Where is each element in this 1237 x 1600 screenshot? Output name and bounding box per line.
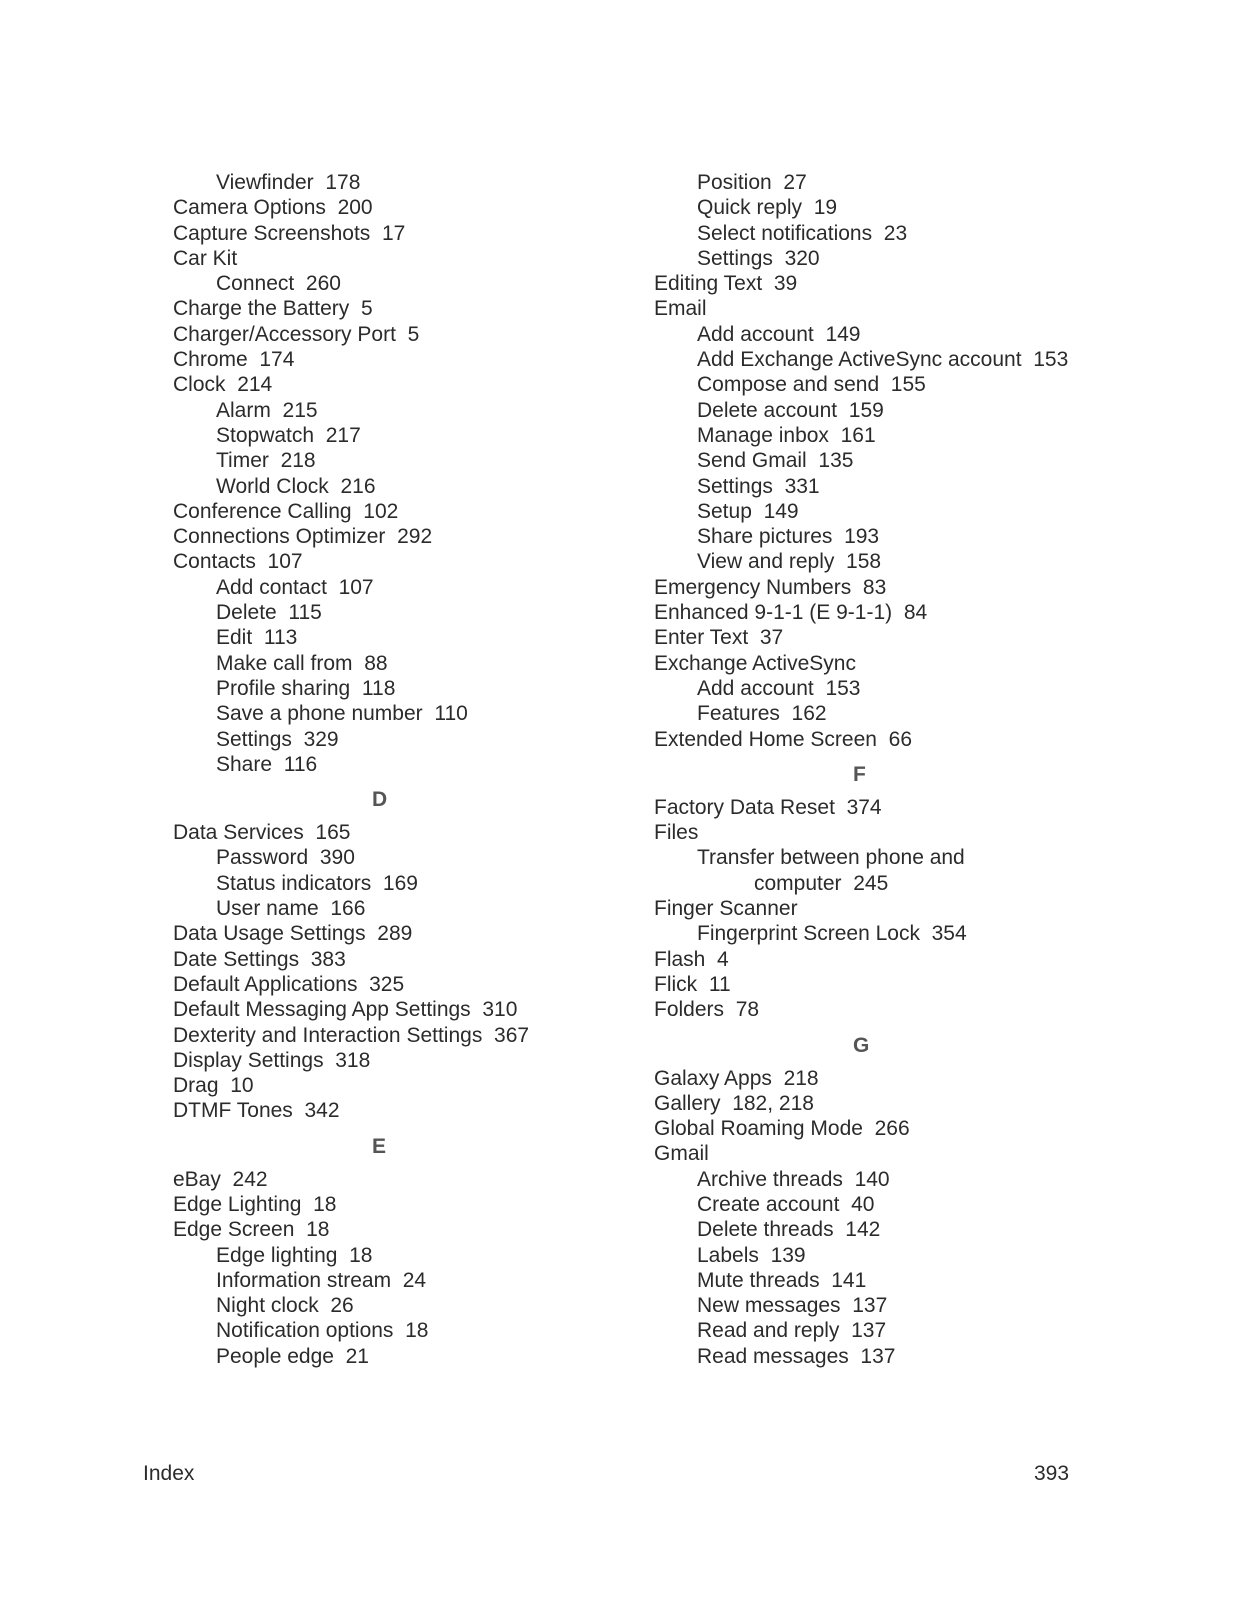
index-column-left bbox=[173, 170, 643, 1369]
index-subentry bbox=[173, 423, 643, 448]
entry-term: Connect bbox=[216, 272, 295, 296]
index-subentry bbox=[654, 499, 1134, 524]
entry-term: Labels bbox=[697, 1243, 759, 1267]
section-letter: F bbox=[853, 762, 866, 786]
entry-page-ref: 242 bbox=[232, 1167, 268, 1191]
index-entry bbox=[654, 1091, 1134, 1116]
entry-term: Add Exchange ActiveSync account bbox=[697, 348, 1022, 372]
index-entry bbox=[654, 997, 1134, 1022]
entry-term: Setup bbox=[697, 499, 752, 523]
entry-term: Add account bbox=[697, 322, 814, 346]
entry-term: Files bbox=[654, 821, 699, 845]
entry-term: Dexterity and Interaction Settings bbox=[173, 1023, 483, 1047]
index-subentry bbox=[654, 921, 1134, 946]
index-subentry bbox=[173, 625, 643, 650]
index-entry bbox=[173, 1167, 643, 1192]
entry-page-ref: 149 bbox=[825, 322, 861, 346]
entry-page-ref: 88 bbox=[364, 651, 388, 675]
entry-page-ref: 374 bbox=[846, 795, 882, 819]
entry-page-ref: 83 bbox=[862, 575, 887, 599]
index-entry bbox=[173, 972, 643, 997]
entry-page-ref: 18 bbox=[313, 1192, 337, 1216]
index-subentry bbox=[654, 1293, 1134, 1318]
index-subentry bbox=[173, 752, 643, 777]
entry-page-ref: 200 bbox=[337, 196, 373, 220]
footer-section-label: Index bbox=[143, 1462, 195, 1485]
entry-term: eBay bbox=[173, 1167, 221, 1191]
entry-term: Share pictures bbox=[697, 525, 833, 549]
entry-term: Viewfinder bbox=[216, 171, 314, 194]
index-entry bbox=[654, 271, 1134, 296]
entry-term: Status indicators bbox=[216, 871, 372, 895]
entry-page-ref: 135 bbox=[818, 449, 854, 473]
index-subentry bbox=[173, 727, 643, 752]
entry-term: Settings bbox=[697, 474, 773, 498]
entry-term: Email bbox=[654, 297, 707, 321]
entry-term: New messages bbox=[697, 1294, 841, 1318]
entry-page-ref: 383 bbox=[310, 947, 346, 971]
index-subentry bbox=[173, 845, 643, 870]
index-subentry bbox=[654, 1318, 1134, 1343]
entry-page-ref: 165 bbox=[315, 821, 351, 845]
index-subentry bbox=[173, 448, 643, 473]
index-subentry bbox=[654, 195, 1134, 220]
entry-term: Read and reply bbox=[697, 1319, 840, 1343]
index-subentry bbox=[173, 701, 643, 726]
entry-term: Contacts bbox=[173, 550, 256, 574]
entry-term: Delete bbox=[216, 601, 277, 625]
index-subentry bbox=[173, 676, 643, 701]
index-entry bbox=[173, 1048, 643, 1073]
entry-page-ref: 214 bbox=[237, 373, 273, 397]
section-letter: D bbox=[372, 788, 388, 812]
entry-term: Compose and send bbox=[697, 373, 880, 397]
entry-term: Fingerprint Screen Lock bbox=[697, 922, 920, 946]
index-entry bbox=[173, 322, 643, 347]
entry-term: Settings bbox=[697, 246, 773, 270]
index-entry bbox=[173, 997, 643, 1022]
index-subentry bbox=[173, 398, 643, 423]
entry-term: Edge lighting bbox=[216, 1243, 338, 1267]
index-subentry bbox=[173, 170, 643, 195]
entry-term: Folders bbox=[654, 998, 725, 1022]
entry-term: Charger/Accessory Port bbox=[173, 322, 396, 346]
index-entry bbox=[654, 727, 1134, 752]
entry-page-ref: 24 bbox=[402, 1268, 427, 1292]
entry-term: Finger Scanner bbox=[654, 897, 798, 921]
index-subentry bbox=[654, 871, 1134, 896]
index-subentry bbox=[654, 676, 1134, 701]
entry-term: Flash bbox=[654, 947, 706, 971]
index-entry bbox=[654, 795, 1134, 820]
entry-term: Conference Calling bbox=[173, 499, 352, 523]
index-subentry bbox=[173, 474, 643, 499]
entry-page-ref: 84 bbox=[903, 601, 928, 625]
index-entry bbox=[173, 195, 643, 220]
entry-page-ref: 107 bbox=[267, 550, 303, 574]
index-subentry bbox=[654, 423, 1134, 448]
entry-term: Mute threads bbox=[697, 1268, 820, 1292]
entry-term: Save a phone number bbox=[216, 702, 423, 726]
index-subentry bbox=[654, 1344, 1134, 1369]
index-subentry bbox=[654, 170, 1134, 195]
entry-term: Data Services bbox=[173, 821, 304, 845]
entry-page-ref: 18 bbox=[306, 1218, 330, 1242]
index-subentry bbox=[654, 1167, 1134, 1192]
entry-term: Edge Lighting bbox=[173, 1192, 302, 1216]
index-subentry bbox=[173, 896, 643, 921]
entry-page-ref: 113 bbox=[263, 626, 298, 650]
index-subentry bbox=[654, 398, 1134, 423]
index-entry bbox=[654, 625, 1134, 650]
entry-page-ref: 23 bbox=[883, 221, 908, 245]
index-subentry bbox=[173, 1344, 643, 1369]
index-entry bbox=[173, 499, 643, 524]
index-subentry bbox=[173, 1318, 643, 1343]
entry-term: Galaxy Apps bbox=[654, 1066, 772, 1090]
entry-term: Gallery bbox=[654, 1091, 721, 1115]
entry-page-ref: 310 bbox=[482, 998, 518, 1022]
entry-term: Date Settings bbox=[173, 947, 300, 971]
index-entry bbox=[173, 246, 643, 271]
index-subentry bbox=[173, 271, 643, 296]
entry-term: Gmail bbox=[654, 1142, 709, 1166]
index-subentry bbox=[654, 1243, 1134, 1268]
entry-page-ref: 118 bbox=[361, 676, 396, 700]
entry-term: Create account bbox=[697, 1192, 840, 1216]
entry-page-ref: 141 bbox=[831, 1268, 867, 1292]
entry-term: Notification options bbox=[216, 1319, 394, 1343]
entry-term: Display Settings bbox=[173, 1048, 324, 1072]
entry-page-ref: 390 bbox=[319, 846, 355, 870]
entry-page-ref: 5 bbox=[407, 322, 420, 346]
index-entry bbox=[173, 372, 643, 397]
entry-term: Quick reply bbox=[697, 196, 803, 220]
entry-page-ref: 367 bbox=[494, 1023, 530, 1047]
index-subentry bbox=[173, 1293, 643, 1318]
footer-page-number: 393 bbox=[1034, 1462, 1070, 1485]
entry-page-ref: 155 bbox=[890, 373, 926, 397]
index-subentry bbox=[654, 322, 1134, 347]
entry-term: Manage inbox bbox=[697, 423, 829, 447]
index-entry bbox=[173, 1192, 643, 1217]
section-letter: E bbox=[372, 1134, 387, 1158]
entry-page-ref: 218 bbox=[280, 449, 316, 473]
entry-page-ref: 320 bbox=[784, 246, 820, 270]
entry-term: Settings bbox=[216, 727, 292, 751]
entry-page-ref: 78 bbox=[735, 998, 760, 1022]
entry-term: User name bbox=[216, 897, 319, 921]
entry-page-ref: 137 bbox=[851, 1319, 887, 1343]
entry-term: Make call from bbox=[216, 651, 353, 675]
entry-term: Password bbox=[216, 846, 309, 870]
entry-term: World Clock bbox=[216, 474, 329, 498]
entry-term: Read messages bbox=[697, 1344, 849, 1368]
entry-page-ref: 66 bbox=[888, 727, 912, 751]
index-subentry bbox=[654, 347, 1134, 372]
index-entry bbox=[654, 1066, 1134, 1091]
index-entry bbox=[654, 947, 1134, 972]
entry-term: Night clock bbox=[216, 1294, 319, 1318]
entry-term: Enhanced 9-1-1 (E 9-1-1) bbox=[654, 601, 893, 625]
index-entry bbox=[654, 972, 1134, 997]
entry-term: Flick bbox=[654, 972, 698, 996]
entry-page-ref: 142 bbox=[845, 1218, 881, 1242]
entry-page-ref: 174 bbox=[259, 348, 295, 372]
entry-page-ref: 215 bbox=[282, 398, 318, 422]
entry-term: Clock bbox=[173, 373, 226, 397]
entry-page-ref: 266 bbox=[874, 1117, 910, 1141]
entry-term: Position bbox=[697, 171, 772, 194]
index-entry bbox=[173, 549, 643, 574]
entry-term: Car Kit bbox=[173, 246, 238, 270]
entry-page-ref: 40 bbox=[851, 1192, 875, 1216]
entry-term: Alarm bbox=[216, 398, 271, 422]
entry-page-ref: 217 bbox=[325, 423, 361, 447]
entry-page-ref: 329 bbox=[303, 727, 339, 751]
entry-page-ref: 116 bbox=[283, 752, 318, 776]
index-entry bbox=[173, 296, 643, 321]
entry-term: Stopwatch bbox=[216, 423, 315, 447]
entry-term: Information stream bbox=[216, 1268, 392, 1292]
entry-page-ref: 260 bbox=[305, 272, 341, 296]
entry-page-ref: 153 bbox=[1033, 348, 1069, 372]
section-letter: G bbox=[853, 1033, 870, 1057]
index-entry bbox=[654, 896, 1134, 921]
entry-page-ref: 159 bbox=[848, 398, 884, 422]
index-subentry bbox=[654, 1268, 1134, 1293]
entry-page-ref: 27 bbox=[783, 171, 807, 194]
entry-term: Emergency Numbers bbox=[654, 575, 852, 599]
entry-page-ref: 18 bbox=[349, 1243, 373, 1267]
entry-page-ref: 17 bbox=[381, 221, 406, 245]
entry-page-ref: 115 bbox=[288, 601, 322, 625]
index-subentry bbox=[654, 845, 1134, 870]
index-entry bbox=[173, 947, 643, 972]
entry-page-ref: 158 bbox=[846, 550, 882, 574]
entry-page-ref: 166 bbox=[330, 897, 366, 921]
entry-page-ref: 26 bbox=[330, 1294, 354, 1318]
index-subentry bbox=[654, 448, 1134, 473]
entry-page-ref: 178 bbox=[325, 171, 361, 194]
index-entry bbox=[173, 524, 643, 549]
entry-term: Add account bbox=[697, 676, 814, 700]
index-entry bbox=[654, 651, 1134, 676]
entry-term: Send Gmail bbox=[697, 449, 807, 473]
entry-page-ref: 107 bbox=[338, 575, 374, 599]
entry-page-ref: 342 bbox=[304, 1099, 340, 1123]
index-entry bbox=[654, 820, 1134, 845]
entry-term: Timer bbox=[216, 449, 269, 473]
entry-term: Transfer between phone and bbox=[697, 846, 965, 870]
entry-page-ref: 4 bbox=[717, 947, 729, 971]
entry-page-ref: 37 bbox=[759, 626, 784, 650]
entry-term: Camera Options bbox=[173, 196, 326, 220]
index-subentry bbox=[654, 701, 1134, 726]
index-entry bbox=[654, 575, 1134, 600]
index-entry bbox=[654, 1116, 1134, 1141]
entry-term: Default Applications bbox=[173, 972, 358, 996]
entry-page-ref: 18 bbox=[405, 1319, 429, 1343]
entry-term: DTMF Tones bbox=[173, 1099, 293, 1123]
index-subentry bbox=[654, 474, 1134, 499]
index-subentry bbox=[173, 600, 643, 625]
index-subentry bbox=[173, 575, 643, 600]
entry-term: Features bbox=[697, 702, 780, 726]
index-subentry bbox=[654, 1217, 1134, 1242]
index-entry bbox=[173, 921, 643, 946]
index-subentry bbox=[654, 549, 1134, 574]
entry-term: Extended Home Screen bbox=[654, 727, 877, 751]
entry-term: Connections Optimizer bbox=[173, 525, 386, 549]
entry-page-ref: 182, 218 bbox=[732, 1091, 814, 1115]
entry-term: Global Roaming Mode bbox=[654, 1117, 863, 1141]
index-subentry bbox=[654, 221, 1134, 246]
entry-page-ref: 161 bbox=[840, 423, 876, 447]
index-entry bbox=[173, 221, 643, 246]
index-subentry bbox=[654, 1192, 1134, 1217]
index-subentry bbox=[173, 1243, 643, 1268]
entry-page-ref: 193 bbox=[844, 525, 880, 549]
entry-page-ref: 218 bbox=[783, 1066, 819, 1090]
entry-page-ref: 10 bbox=[230, 1074, 254, 1098]
index-subentry bbox=[654, 372, 1134, 397]
entry-term: Archive threads bbox=[697, 1167, 843, 1191]
index-entry bbox=[173, 820, 643, 845]
entry-page-ref: 162 bbox=[791, 702, 827, 726]
index-entry bbox=[173, 1217, 643, 1242]
entry-page-ref: 102 bbox=[363, 499, 399, 523]
entry-page-ref: 19 bbox=[813, 196, 838, 220]
entry-term: Delete threads bbox=[697, 1218, 834, 1242]
index-subentry bbox=[173, 871, 643, 896]
entry-term: Charge the Battery bbox=[173, 297, 350, 321]
entry-term: Exchange ActiveSync bbox=[654, 651, 856, 675]
index-entry bbox=[173, 1023, 643, 1048]
entry-page-ref: 325 bbox=[369, 972, 405, 996]
index-subentry bbox=[654, 524, 1134, 549]
entry-term: Default Messaging App Settings bbox=[173, 998, 471, 1022]
index-entry bbox=[173, 1098, 643, 1123]
entry-term: Select notifications bbox=[697, 221, 873, 245]
index-column-right bbox=[654, 170, 1134, 1369]
entry-term: Share bbox=[216, 752, 273, 776]
entry-term: computer bbox=[754, 871, 842, 895]
entry-term: Drag bbox=[173, 1074, 219, 1098]
entry-page-ref: 331 bbox=[784, 474, 820, 498]
index-entry bbox=[654, 296, 1134, 321]
entry-page-ref: 11 bbox=[708, 972, 731, 996]
entry-page-ref: 5 bbox=[360, 297, 373, 321]
entry-term: Factory Data Reset bbox=[654, 795, 835, 819]
entry-page-ref: 39 bbox=[773, 272, 798, 296]
index-entry bbox=[654, 600, 1134, 625]
entry-page-ref: 140 bbox=[854, 1167, 890, 1191]
entry-page-ref: 354 bbox=[931, 922, 967, 946]
entry-term: Chrome bbox=[173, 348, 248, 372]
entry-page-ref: 21 bbox=[345, 1344, 369, 1368]
entry-page-ref: 292 bbox=[397, 525, 433, 549]
entry-term: Delete account bbox=[697, 398, 838, 422]
entry-term: Data Usage Settings bbox=[173, 922, 366, 946]
entry-page-ref: 245 bbox=[853, 871, 889, 895]
entry-page-ref: 149 bbox=[763, 499, 799, 523]
entry-term: Editing Text bbox=[654, 272, 763, 296]
entry-term: View and reply bbox=[697, 550, 835, 574]
entry-term: Edit bbox=[216, 626, 253, 650]
index-subentry bbox=[173, 651, 643, 676]
entry-page-ref: 110 bbox=[434, 702, 468, 726]
entry-term: Profile sharing bbox=[216, 676, 351, 700]
entry-term: Enter Text bbox=[654, 626, 749, 650]
index-entry bbox=[654, 1141, 1134, 1166]
entry-term: Capture Screenshots bbox=[173, 221, 371, 245]
entry-page-ref: 137 bbox=[852, 1294, 888, 1318]
entry-page-ref: 289 bbox=[377, 922, 413, 946]
index-entry bbox=[173, 1073, 643, 1098]
entry-page-ref: 137 bbox=[860, 1344, 896, 1368]
entry-term: Edge Screen bbox=[173, 1218, 295, 1242]
entry-page-ref: 169 bbox=[382, 871, 418, 895]
index-subentry bbox=[654, 246, 1134, 271]
entry-term: Add contact bbox=[216, 575, 327, 599]
entry-page-ref: 216 bbox=[340, 474, 376, 498]
entry-page-ref: 153 bbox=[825, 676, 861, 700]
entry-page-ref: 318 bbox=[335, 1048, 371, 1072]
index-subentry bbox=[173, 1268, 643, 1293]
entry-page-ref: 139 bbox=[770, 1243, 806, 1267]
entry-term: People edge bbox=[216, 1344, 334, 1368]
index-entry bbox=[173, 347, 643, 372]
